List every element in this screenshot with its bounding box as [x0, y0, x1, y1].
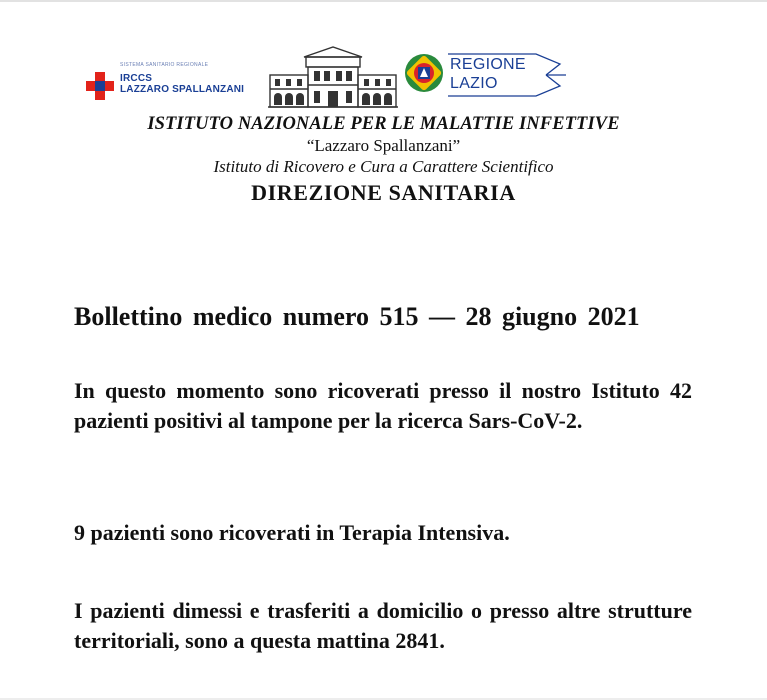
bulletin-paragraph-discharged: I pazienti dimessi e trasferiti a domicilio o presso altre strutture territoriali, sono a questa mattina 2841. — [74, 598, 692, 653]
institute-name: ISTITUTO NAZIONALE PER LE MALATTIE INFETTIVE — [147, 114, 620, 134]
irccs-logo-small-text: SISTEMA SANITARIO REGIONALE — [120, 62, 209, 68]
regione-lazio-emblem-icon — [404, 53, 444, 93]
institute-description: Istituto di Ricovero e Cura a Carattere Scientifico — [213, 157, 554, 176]
header-logos — [0, 40, 767, 112]
irccs-logo-line2: LAZZARO SPALLANZANI — [120, 84, 245, 95]
regione-lazio-logo — [404, 53, 574, 99]
letterhead — [0, 113, 767, 207]
irccs-spallanzani-logo — [86, 62, 256, 98]
bulletin-paragraph-intensive-care: 9 pazienti sono ricoverati in Terapia Intensiva. — [74, 520, 510, 545]
institute-building-icon — [268, 45, 398, 109]
bulletin-title: Bollettino medico numero 515 — 28 giugno 2021 — [74, 302, 640, 331]
irccs-logo-line1: IRCCS — [120, 73, 153, 84]
red-cross-icon — [86, 72, 114, 100]
institute-nickname: “Lazzaro Spallanzani” — [306, 136, 461, 155]
regione-logo-line1: REGIONE — [450, 56, 526, 73]
bulletin-paragraph-hospitalized: In questo momento sono ricoverati presso il nostro Istituto 42 pazienti positivi al tampone per la ricerca Sars-CoV-2. — [74, 378, 692, 433]
department-title: DIREZIONE SANITARIA — [251, 180, 516, 205]
top-border — [0, 0, 767, 2]
regione-logo-line2: LAZIO — [450, 75, 498, 92]
